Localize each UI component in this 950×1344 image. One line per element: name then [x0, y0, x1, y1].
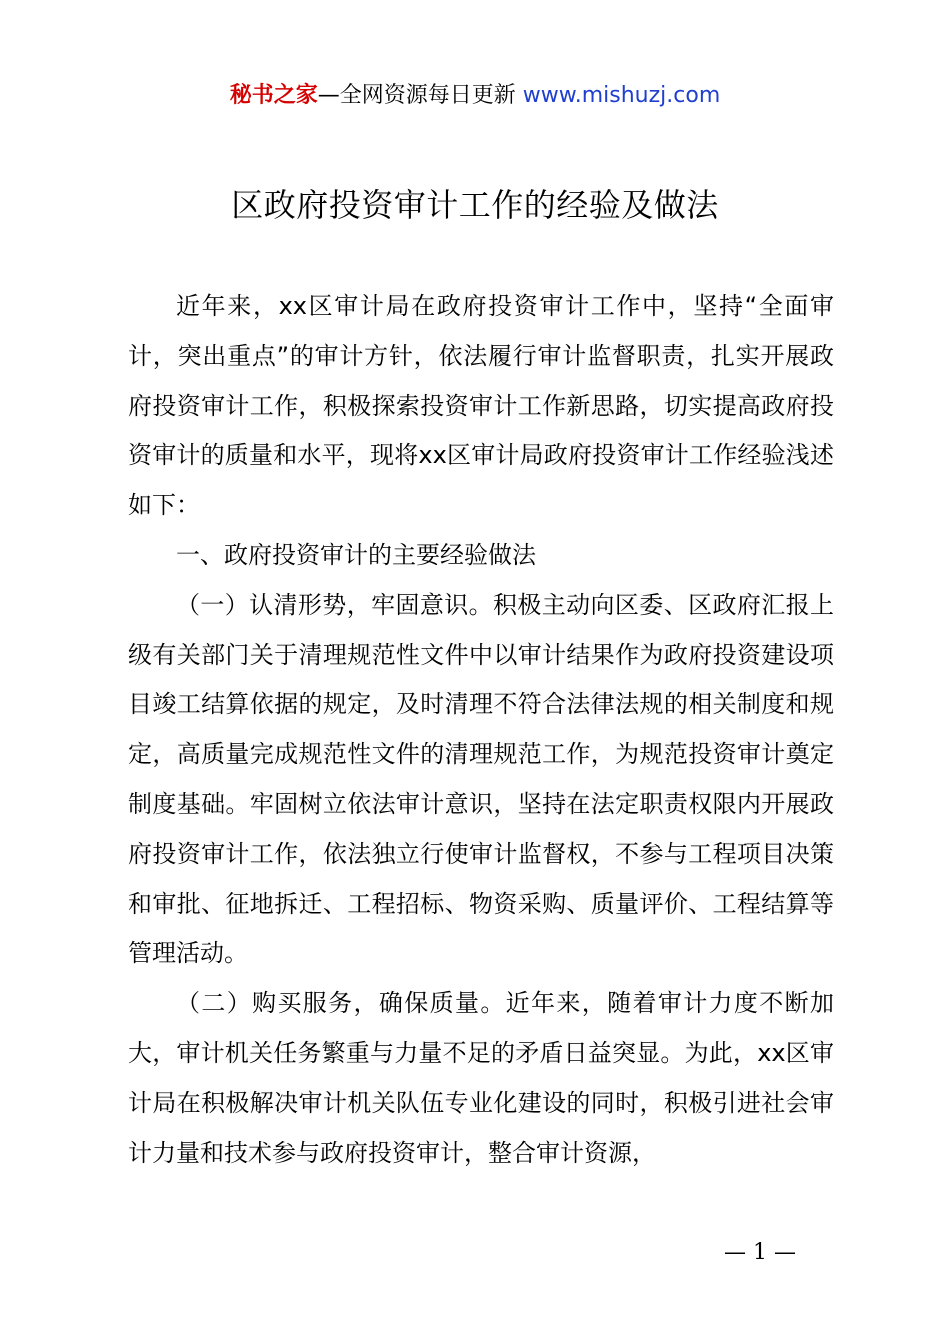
section-heading: 一、政府投资审计的主要经验做法	[176, 540, 536, 569]
paragraph-intro: 近年来，xx区审计局在政府投资审计工作中，坚持“全面审计，突出重点”的审计方针，依法履行审计监督职责，扎实开展政府投资审计工作，积极探索投资审计工作新思路，切实提高政府投资审计的质量和水平，现将xx区审计局政府投资审计工作经验浅述如下：	[128, 292, 834, 520]
document-title: 区政府投资审计工作的经验及做法	[231, 186, 719, 224]
site-url-link[interactable]: www.mishuzj.com	[515, 83, 721, 108]
brand-name: 秘书之家	[229, 83, 318, 108]
site-banner	[0, 80, 950, 112]
banner-tagline: —全网资源每日更新	[317, 83, 516, 108]
paragraph-item-1: （一）认清形势，牢固意识。积极主动向区委、区政府汇报上级有关部门关于清理规范性文件中以审计结果作为政府投资建设项目竣工结算依据的规定，及时清理不符合法律法规的相关制度和规定，高质量完成规范性文件的清理规范工作，为规范投资审计奠定制度基础。牢固树立依法审计意识，坚持在法定职责权限内开展政府投资审计工作，依法独立行使审计监督权，不参与工程项目决策和审批、征地拆迁、工程招标、物资采购、质量评价、工程结算等管理活动。	[128, 590, 834, 968]
page-number: — 1 —	[724, 1240, 796, 1265]
paragraph-item-2: （二）购买服务，确保质量。近年来，随着审计力度不断加大，审计机关任务繁重与力量不足的矛盾日益突显。为此，xx区审计局在积极解决审计机关队伍专业化建设的同时，积极引进社会审计力量和技术参与政府投资审计，整合审计资源，	[128, 989, 834, 1167]
document-body	[128, 282, 834, 1178]
